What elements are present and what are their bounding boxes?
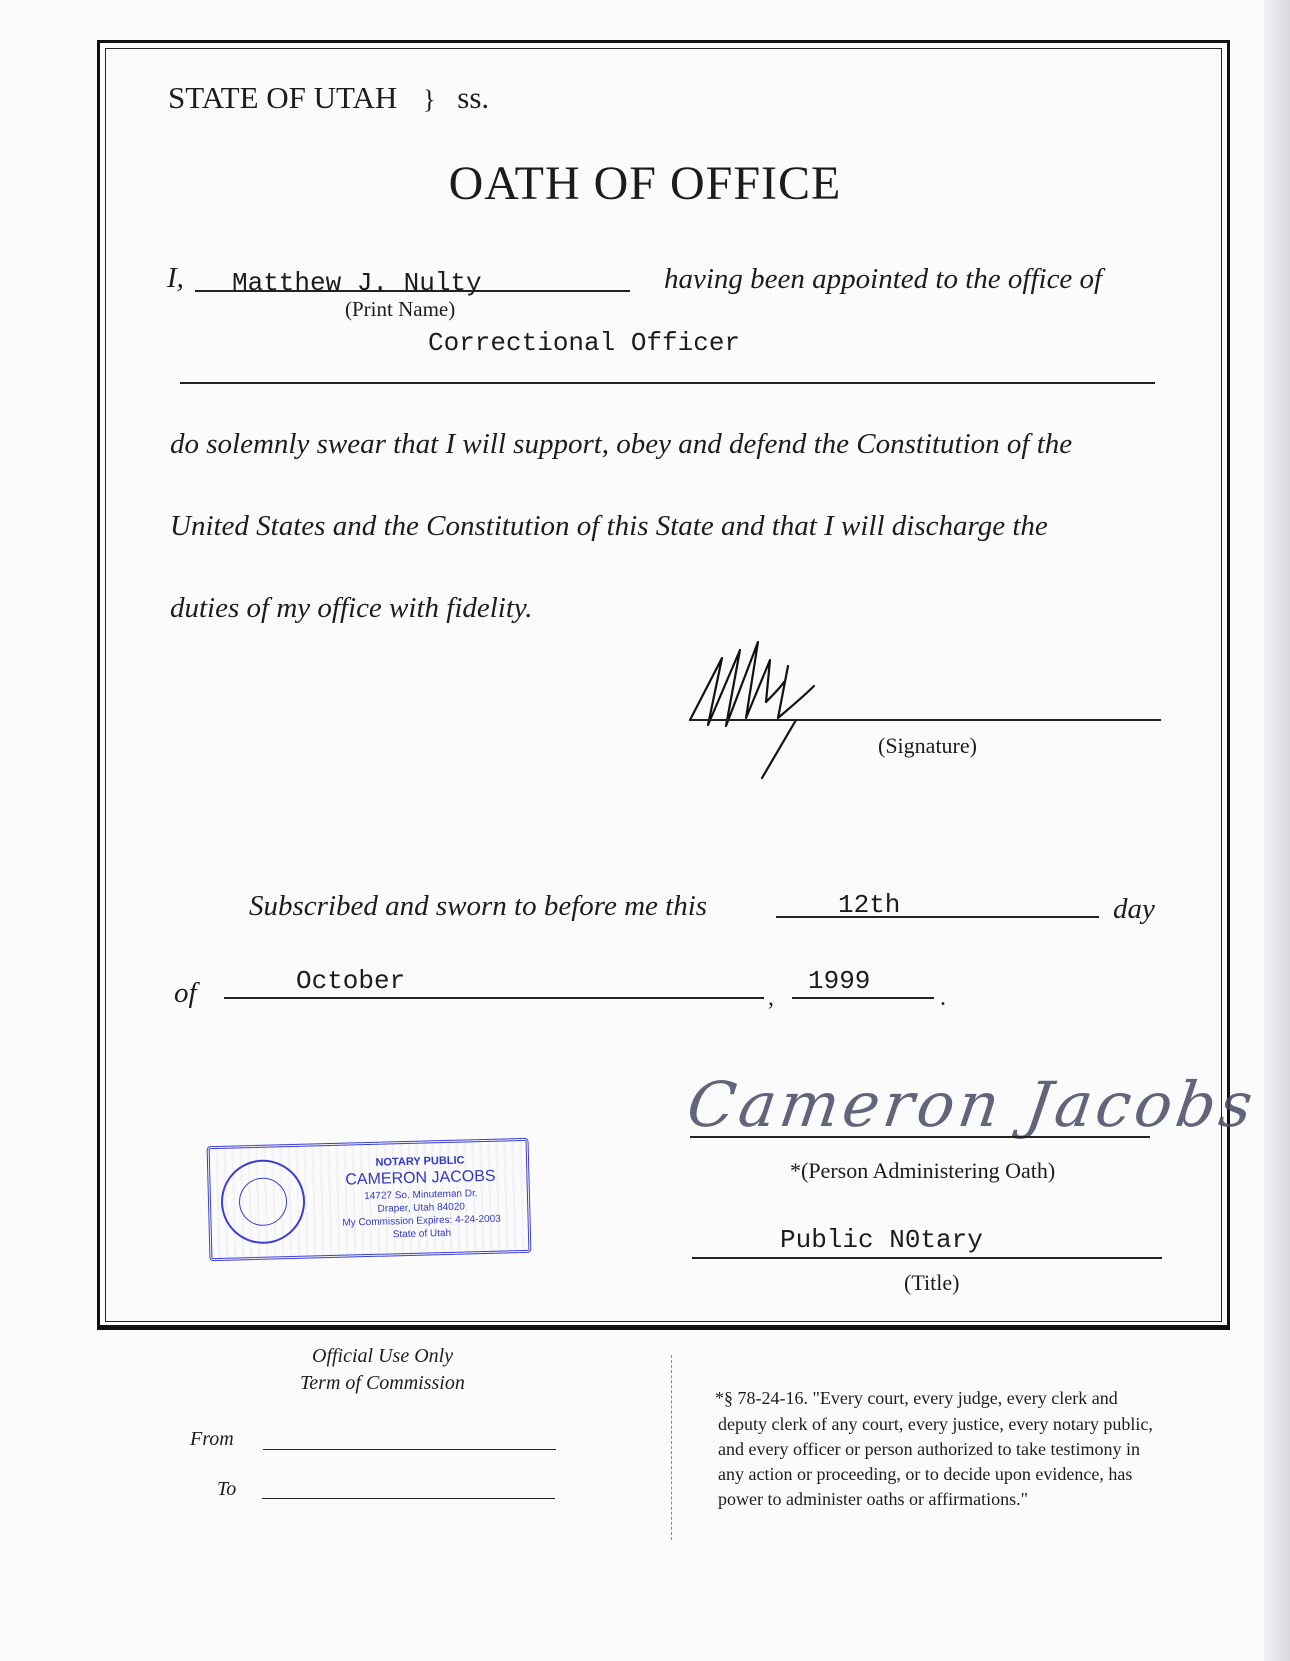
page-title: OATH OF OFFICE [448, 157, 842, 210]
state-name: STATE OF UTAH [168, 80, 398, 115]
office-underline [180, 382, 1155, 384]
official-use-line-2: Term of Commission [300, 1372, 465, 1394]
footnote-line-4: any action or proceeding, or to decide upon evidence, has [718, 1464, 1133, 1484]
notary-stamp [207, 1138, 532, 1261]
office-value: Correctional Officer [428, 328, 741, 358]
name-underline [195, 290, 630, 292]
period-glyph: . [940, 985, 946, 1011]
from-label: From [190, 1428, 234, 1450]
administrator-title-value: Public N0tary [780, 1225, 983, 1255]
official-use-line-1: Official Use Only [312, 1345, 454, 1367]
scan-edge-shadow [1264, 0, 1290, 1661]
to-line [262, 1498, 555, 1499]
name-caption: (Print Name) [345, 297, 456, 321]
signature-line [690, 719, 1161, 721]
title-underline [692, 1257, 1162, 1259]
column-divider [671, 1355, 672, 1540]
sworn-month-value: October [296, 966, 406, 996]
oath-line-1: do solemnly swear that I will support, obey and defend the Constitution of the [170, 428, 1073, 460]
stamp-line-5: My Commission Expires: 4-24-2003 [342, 1213, 501, 1229]
i-prefix: I, [167, 262, 184, 294]
stamp-line-6: State of Utah [392, 1227, 452, 1241]
having-text: having been appointed to the office of [664, 263, 1103, 295]
administrator-signature: Cameron Jacobs [682, 1068, 1262, 1141]
comma-glyph: , [768, 985, 774, 1011]
footnote-line-1: *§ 78-24-16. "Every court, every judge, every clerk and [715, 1388, 1118, 1408]
stamp-line-2: CAMERON JACOBS [345, 1167, 496, 1189]
day-underline [776, 916, 1099, 918]
stamp-line-4: Draper, Utah 84020 [377, 1201, 466, 1215]
state-seal-icon [220, 1159, 306, 1245]
to-label: To [217, 1478, 237, 1500]
footnote-line-5: power to administer oaths or affirmations." [718, 1489, 1028, 1509]
footnote-line-2: deputy clerk of any court, every justice, every notary public, [718, 1414, 1153, 1434]
stamp-line-3: 14727 So. Minuteman Dr. [364, 1188, 478, 1203]
footnote-line-3: and every officer or person authorized to take testimony in [718, 1439, 1141, 1459]
stamp-line-1: NOTARY PUBLIC [375, 1154, 465, 1169]
from-line [263, 1449, 556, 1450]
oath-line-2: United States and the Constitution of this State and that I will discharge the [170, 510, 1048, 542]
administrator-caption: *(Person Administering Oath) [790, 1158, 1056, 1183]
title-caption: (Title) [904, 1270, 960, 1295]
sworn-day-word: day [1113, 893, 1155, 925]
sworn-day-value: 12th [838, 890, 901, 920]
sworn-prefix: Subscribed and sworn to before me this [249, 890, 708, 922]
ss-label: ss. [457, 80, 490, 115]
appointee-signature [680, 630, 880, 780]
signature-caption: (Signature) [878, 733, 977, 758]
oath-line-3: duties of my office with fidelity. [170, 592, 533, 624]
administrator-line [690, 1136, 1150, 1138]
appointee-name: Matthew J. Nulty [232, 268, 482, 298]
state-heading [168, 80, 489, 116]
sworn-of-word: of [174, 977, 197, 1009]
year-underline [792, 997, 934, 999]
sworn-year-value: 1999 [808, 966, 871, 996]
bracket-glyph: } [423, 85, 436, 114]
month-underline [224, 997, 764, 999]
